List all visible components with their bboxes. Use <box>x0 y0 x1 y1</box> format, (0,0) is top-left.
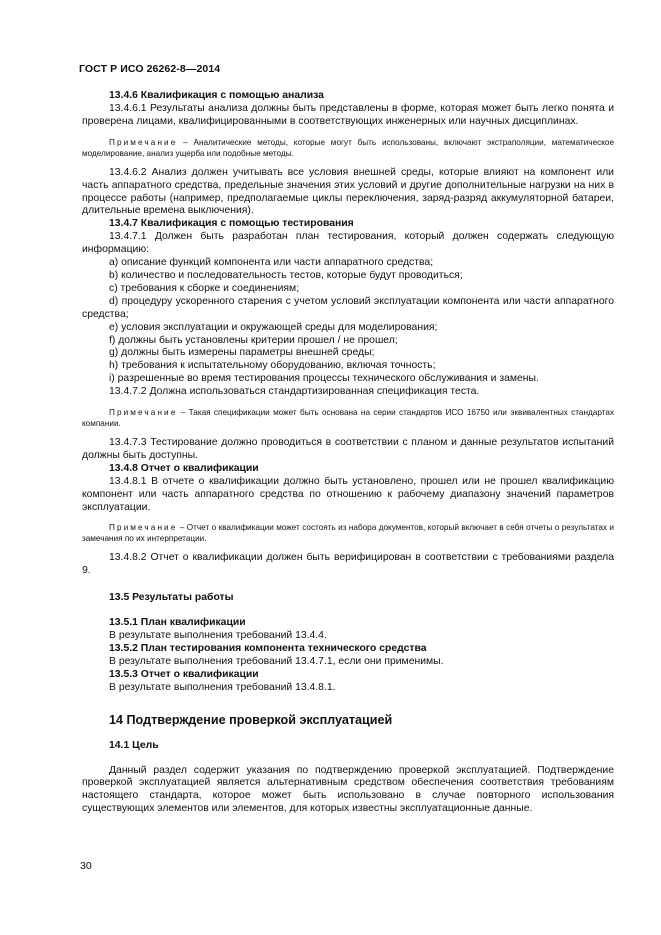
note-label: Примечание <box>109 408 178 418</box>
heading-13-5-3: 13.5.3 Отчет о квалификации <box>109 668 259 680</box>
page-content <box>82 90 614 816</box>
note-text: – Такая спецификации может быть основана на серии стандартов ИСО 16750 или эквивалентных стандартах компании. <box>82 408 614 429</box>
note-13-4-8 <box>82 522 614 544</box>
paragraph-13-4-8-1: 13.4.8.1 В отчете о квалификации должно быть установлено, прошел или не прошел квалификацию компонент или часть аппаратного средства по отношению к рабочему диапазону значений параметров эксплуатации. <box>82 475 614 513</box>
list-item-a: a) описание функций компонента или части аппаратного средства; <box>109 257 434 269</box>
note-13-4-7 <box>82 407 614 429</box>
paragraph-13-4-7-1: 13.4.7.1 Должен быть разработан план тестирования, который должен содержать следующую информацию: <box>82 231 614 256</box>
heading-13-5-1: 13.5.1 План квалификации <box>109 617 246 629</box>
paragraph-13-4-8-2: 13.4.8.2 Отчет о квалификации должен быть верифицирован в соответствии с требованиями раздела 9. <box>82 552 614 577</box>
heading-13-4-6: 13.4.6 Квалификация с помощью анализа <box>109 90 324 101</box>
note-label: Примечание <box>109 137 178 147</box>
note-text: – Отчет о квалификации может состоять из набора документов, который включает в себя отчеты о результатах и замечания по их интерпретации. <box>82 523 614 544</box>
heading-14: 14 Подтверждение проверкой эксплуатацией <box>109 712 393 727</box>
paragraph-13-4-6-2: 13.4.6.2 Анализ должен учитывать все условия внешней среды, которые влияют на компонент или часть аппаратного средства, предельные значения этих условий и другие дополнительные нагрузки на них в процессе работы (например, предполагаемые циклы переключения, заряд-разряд аккумуляторной батареи, длительные времена выключения). <box>82 166 614 217</box>
heading-13-5-2: 13.5.2 План тестирования компонента технического средства <box>109 643 427 654</box>
list-item-i: i) разрешенные во время тестирования процессы технического обслуживания и замены. <box>109 373 539 385</box>
text-13-5-1: В результате выполнения требований 13.4.4. <box>109 630 327 642</box>
paragraph-13-4-7-3: 13.4.7.3 Тестирование должно проводиться в соответствии с планом и данные результатов испытаний должны быть доступны. <box>82 437 614 461</box>
list-item-h: h) требования к испытательному оборудованию, включая точность; <box>109 360 436 372</box>
note-text: – Аналитические методы, которые могут быть использованы, включают экстраполяции, математическое моделирование, анализ ущерба или подобные методы. <box>82 137 614 158</box>
text-13-5-3: В результате выполнения требований 13.4.8.1. <box>109 681 336 693</box>
text-13-5-2: В результате выполнения требований 13.4.7.1, если они применимы. <box>109 655 444 667</box>
note-label: Примечание <box>109 523 178 533</box>
paragraph-13-4-7-2: 13.4.7.2 Должна использоваться стандартизированная спецификация теста. <box>109 386 480 398</box>
heading-13-5: 13.5 Результаты работы <box>109 592 234 604</box>
paragraph-13-4-6-1: 13.4.6.1 Результаты анализа должны быть представлены в форме, которая может быть легко понята и проверена лицами, квалифицированными в соответствующих инженерных или научных дисциплинах. <box>82 102 614 127</box>
list-item-d: d) процедуру ускоренного старения с учетом условий эксплуатации компонента или части аппаратного средства; <box>82 295 614 320</box>
list-item-f: f) должны быть установлены критерии прошел / не прошел; <box>109 334 398 346</box>
list-item-c: c) требования к сборке и соединениям; <box>109 282 300 294</box>
heading-13-4-8: 13.4.8 Отчет о квалификации <box>109 462 259 474</box>
heading-14-1: 14.1 Цель <box>109 739 159 751</box>
note-13-4-6 <box>82 137 614 159</box>
list-item-b: b) количество и последовательность тестов, которые будут проводиться; <box>109 269 463 281</box>
list-item-g: g) должны быть измерены параметры внешней среды; <box>109 347 375 359</box>
page-header-standard: ГОСТ Р ИСО 26262-8—2014 <box>79 63 221 75</box>
paragraph-14-1: Данный раздел содержит указания по подтверждению проверкой эксплуатацией. Подтверждение проверкой эксплуатацией является альтернативным средством обеспечения соответствия требованиям настоящего стандарта, которое может быть использовано в случае повторного использования существующих элементов или элементов, для которых известны эксплуатационные данные. <box>82 764 614 815</box>
heading-13-4-7: 13.4.7 Квалификация с помощью тестирования <box>109 218 354 230</box>
page-number: 30 <box>80 860 92 872</box>
list-item-e: e) условия эксплуатации и окружающей среды для моделирования; <box>109 321 438 333</box>
